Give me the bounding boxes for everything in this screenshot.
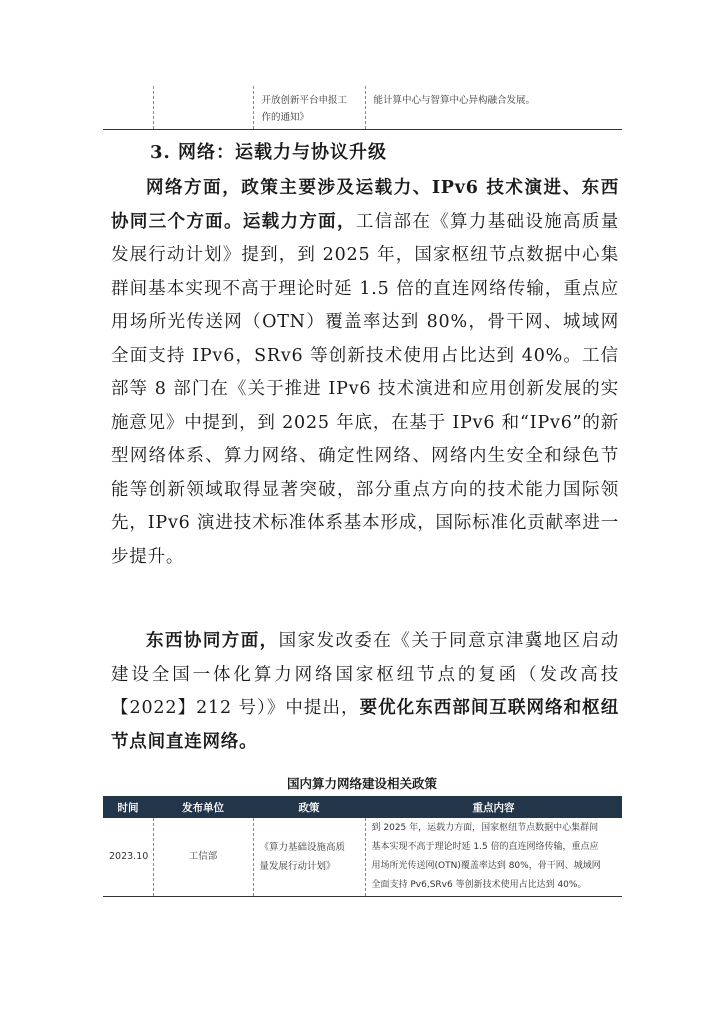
time-cell [103,86,153,130]
continued-policy-table [103,86,622,130]
paragraph-body: 工信部在《算力基础设施高质量发展行动计划》提到，到 2025 年，国家枢纽节点数据中心集群间基本实现不高于理论时延 1.5 倍的直连网络传输，重点应用场所光传送网（OTN）覆盖率达到 80%，骨干网、城域网全面支持 IPv6，SRv6 等创新技术使用占比达到 40%。工信部等 8 部门在《关于推进 IPv6 技术演进和应用创新发展的实施意见》中提到，到 2025 年底，在基于 IPv6 和“IPv6”的新型网络体系、算力网络、确定性网络、网络内生安全和绿色节能等创新领域取得显著突破，部分重点方向的技术能力国际领先，IPv6 演进技术标准体系基本形成，国际标准化贡献率进一步提升。 [111,211,620,567]
policy-line: 《算力基础设施高质 [259,841,346,853]
table-row [103,86,622,130]
policy-line: 量发展行动计划》 [259,860,336,872]
unit-cell: 工信部 [153,818,253,896]
unit-cell [153,86,253,130]
content-cell: 能计算中心与智算中心异构融合发展。 [365,86,622,130]
section-heading: 3. 网络：运载力与协议升级 [150,142,388,163]
paragraph-body: 国家发改委在《关于同意京津冀地区启动建设全国一体化算力网络国家枢纽节点的复函（发改高技【2022】212 号）》中提出， [111,631,619,718]
paragraph-tail: 要优化东西部间互联网络和枢纽节点间直连网络。 [111,698,619,752]
table-header-row [103,796,622,818]
policy-cell [253,818,365,896]
paragraph-lead: 东西协同方面， [146,631,279,651]
policy-line: 开放创新平台申报工 [261,95,348,106]
table-title: 国内算力网络建设相关政策 [286,776,437,791]
policy-cell [253,86,365,130]
header-policy: 政策 [253,796,365,818]
paragraph-lead: 网络方面，政策主要涉及运载力、IPv6 技术演进、东西协同三个方面。运载力方面， [111,178,619,232]
header-time: 时间 [103,796,153,818]
paragraph-east-west [111,625,619,759]
header-content: 重点内容 [365,796,622,818]
content-line: 到 2025 年，运载力方面，国家枢纽节点数据中心集群间 [371,822,599,833]
content-line: 基本实现不高于理论时延 1.5 倍的直连网络传输，重点应 [371,841,599,852]
header-unit: 发布单位 [153,796,253,818]
paragraph-network [111,172,619,574]
table-row [103,818,622,896]
policy-table [103,796,622,897]
policy-line: 作的通知》 [261,112,310,123]
time-cell: 2023.10 [109,851,149,863]
content-cell [365,818,622,896]
content-line: 全面支持 Pv6,SRv6 等创新技术使用占比达到 40%。 [371,879,587,890]
content-line: 用场所光传送网(OTN)覆盖率达到 80%，骨干网、城域网 [371,860,601,871]
